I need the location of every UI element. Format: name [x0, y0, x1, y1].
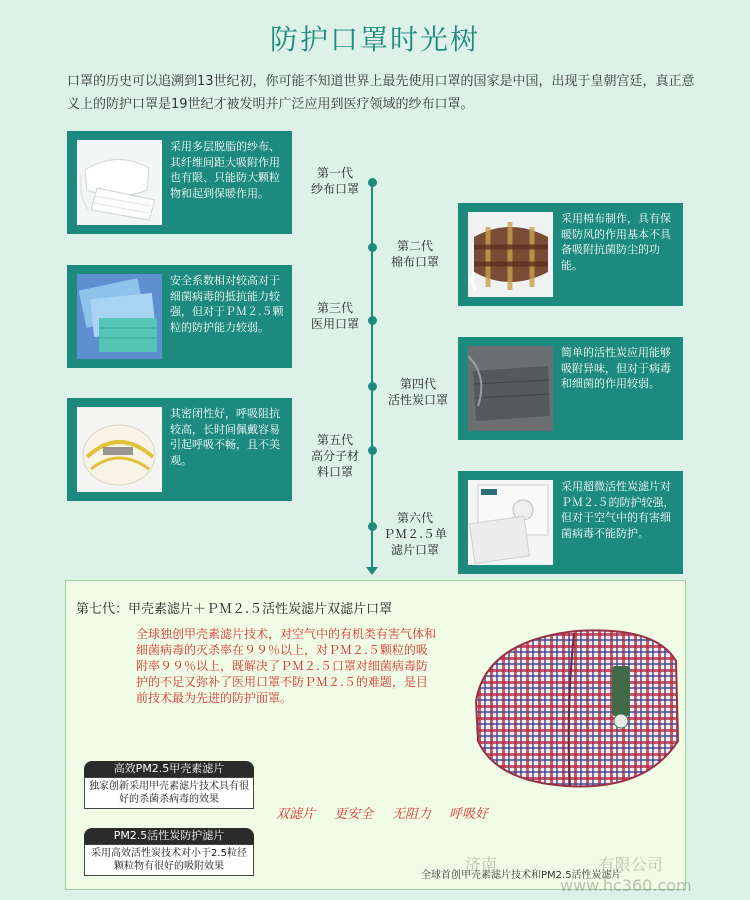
gen7-desc: 全球独创甲壳素滤片技术，对空气中的有机类有害气体和细菌病毒的灭杀率在９９％以上，对ＰＭ２.５颗粒的吸附率９９％以上，既解决了ＰＭ２.５口罩对细菌病毒防护的不足又弥补了医用口罩不防ＰＭ２.５的难题，是目前技术最为先进的防护面罩。: [136, 627, 437, 705]
pm25-filter-image: [468, 480, 553, 565]
gauze-mask-image: [77, 140, 162, 225]
timeline-dot: [368, 243, 377, 252]
slogan-2: 更安全: [334, 807, 374, 822]
gen2-card: [458, 203, 683, 306]
watermark-company: 济南 有限公司: [465, 855, 663, 874]
n95-mask-image: [77, 407, 162, 492]
gen3-label: 第三代 医用口罩: [310, 301, 359, 331]
gen4-card: [458, 337, 683, 440]
timeline-line: [371, 182, 373, 570]
gen1-label: 第一代 纱布口罩: [310, 166, 359, 196]
gen7-footer: 全球首创甲壳素滤片技术和PM2.5活性炭滤片: [421, 870, 622, 881]
gen5-card: [67, 398, 292, 501]
watermark-url: www.hc360.com: [560, 876, 692, 895]
plaid-mask-image: [466, 621, 681, 801]
badge-body: 独家创新采用甲壳素滤片技术具有很好的杀菌杀病毒的效果: [84, 777, 254, 809]
badge-head: PM2.5活性炭防护滤片: [84, 828, 254, 844]
timeline-dot: [368, 382, 377, 391]
carbon-filter-badge: [84, 828, 254, 876]
chitosan-filter-badge: [84, 761, 254, 809]
page-title: 防护口罩时光树: [269, 23, 480, 56]
badge-body: 采用高效活性炭技术对小于2.5粒径颗粒物有很好的吸附效果: [84, 844, 254, 876]
gen1-card: [67, 131, 292, 234]
gen5-label: 第五代 高分子材 料口罩: [310, 433, 359, 479]
gen2-label: 第二代 棉布口罩: [390, 239, 439, 269]
gen4-label: 第四代 活性炭口罩: [387, 377, 448, 407]
slogan-3: 无阻力: [392, 807, 432, 822]
intro-paragraph: 口罩的历史可以追溯到13世纪初，你可能不知道世界上最先使用口罩的国家是中国，出现于皇朝宫廷，真正意义上的防护口罩是19世纪才被发明并广泛应用到医疗领域的纱布口罩。: [67, 74, 695, 112]
gen3-desc: 安全系数相对较高对于细菌病毒的抵抗能力较强，但对于ＰＭ２.５颗粒的防护能力较弱。: [170, 274, 284, 334]
timeline-arrow-icon: [366, 567, 378, 575]
timeline-dot: [368, 522, 377, 531]
carbon-mask-image: [468, 346, 553, 431]
badge-head: 高效PM2.5甲壳素滤片: [84, 761, 254, 777]
gen5-desc: 其密闭性好，呼吸阻抗较高，长时间佩戴容易引起呼吸不畅，且不美观。: [170, 407, 280, 467]
gen2-desc: 采用棉布制作，具有保暖防风的作用基本不具备吸附抗菌防尘的功能。: [561, 212, 671, 272]
gen6-label: 第六代 ＰＭ２.５单 滤片口罩: [383, 511, 447, 557]
medical-mask-image: [77, 274, 162, 359]
gen4-desc: 简单的活性炭应用能够吸附异味，但对于病毒和细菌的作用较弱。: [561, 346, 671, 390]
gen7-title: 第七代：甲壳素滤片＋ＰＭ２.５活性炭滤片双滤片口罩: [76, 602, 393, 617]
gen6-card: [458, 471, 683, 574]
gen1-desc: 采用多层脱脂的纱布、其纤维间距大吸附作用也有限、只能防大颗粒物和起到保暖作用。: [170, 140, 280, 200]
gen7-panel: [65, 580, 686, 890]
slogan-4: 呼吸好: [449, 807, 489, 822]
cotton-mask-image: [468, 212, 553, 297]
gen6-desc: 采用超微活性炭滤片对ＰＭ２.５的防护较强，但对于空气中的有害细菌病毒不能防护。: [561, 480, 675, 540]
slogan-1: 双滤片: [276, 807, 316, 822]
gen3-card: [67, 265, 292, 368]
